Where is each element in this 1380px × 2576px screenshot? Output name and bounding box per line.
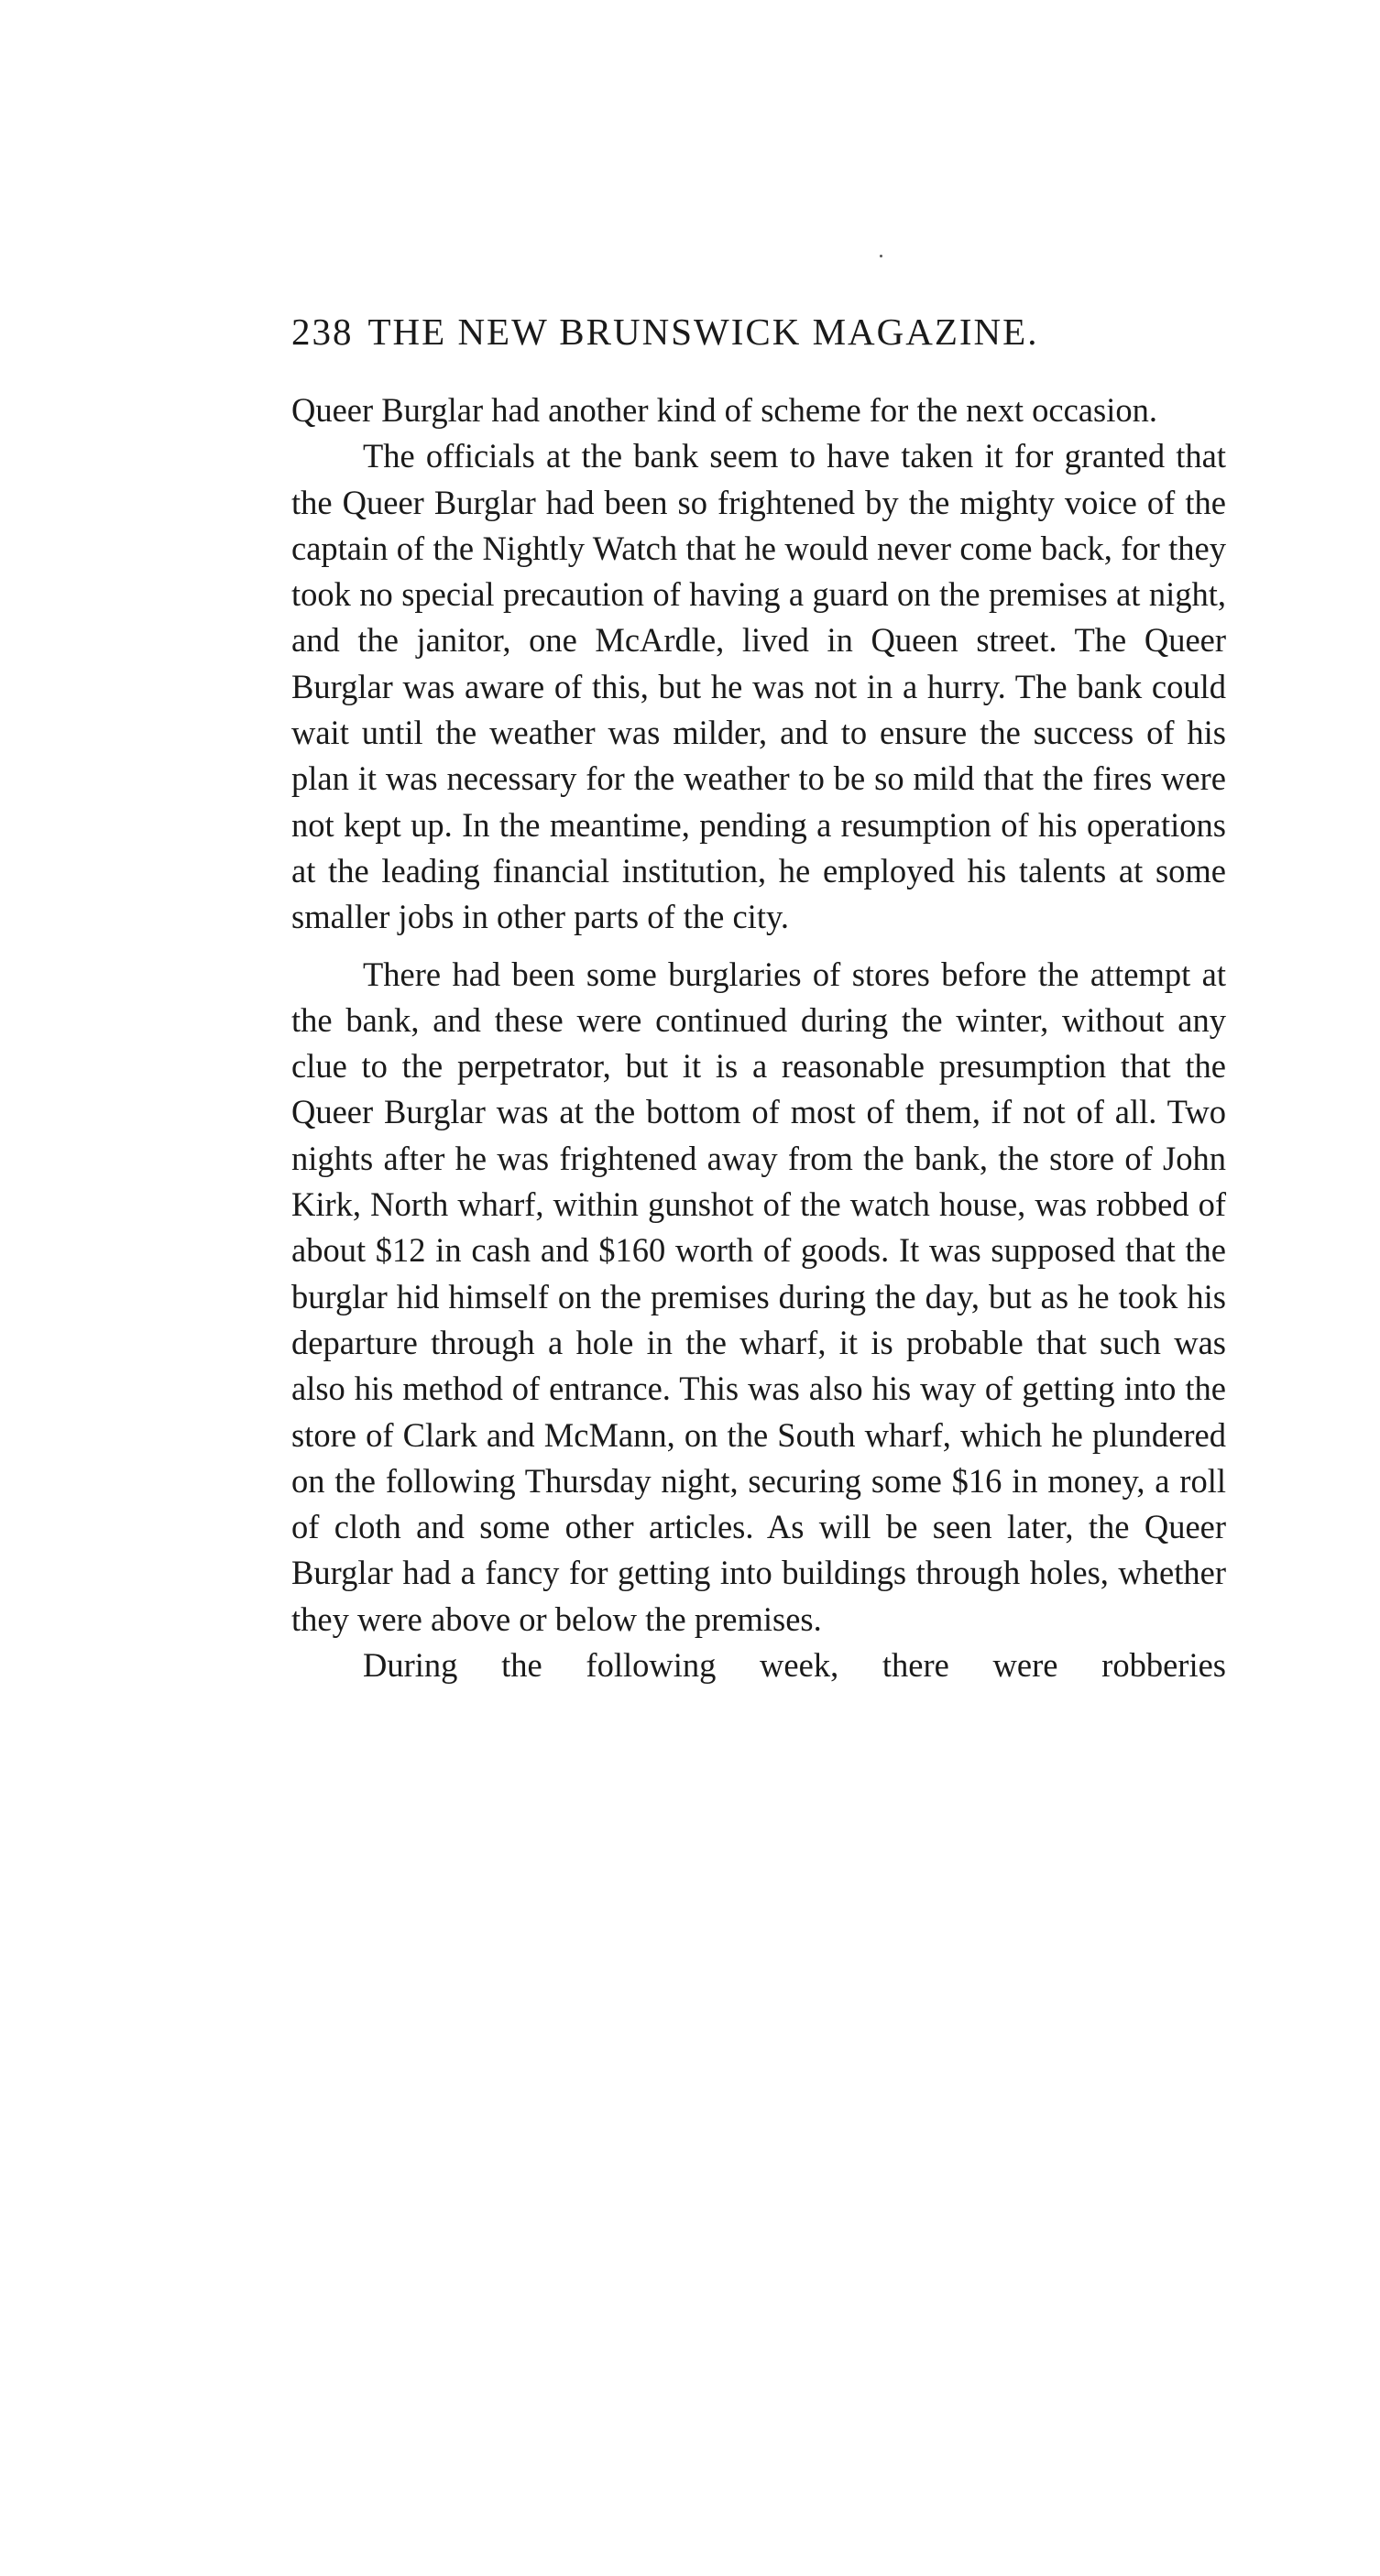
paragraph-bank-officials: The officials at the bank seem to have taken it for granted that the Queer Burglar had been so frightened by the mighty voice of the captain of the Nightly Watch that he would never come back, for they took no special precaution of having a guard on the premises at night, and the janitor, one McArdle, lived in Queen street. The Queer Burglar was aware of this, but he was not in a hurry. The bank could wait until the weather was milder, and to ensure the success of his plan it was necessary for the weather to be so mild that the fires were not kept up. In the meantime, pending a resumption of his operations at the leading financial institution, he employed his talents at some smaller jobs in other parts of the city. — [291, 437, 1226, 936]
page-number: 238 — [291, 311, 354, 353]
body-text — [291, 387, 1226, 1688]
paragraph-store-burglaries: There had been some burglaries of stores before the attempt at the bank, and these were continued during the winter, without any clue to the perpetrator, but it is a reasonable presumption that the Queer Burglar was at the bottom of most of them, if not of all. Two nights after he was frightened away from the bank, the store of John Kirk, North wharf, within gunshot of the watch house, was robbed of about $12 in cash and $160 worth of goods. It was supposed that the burglar hid himself on the premises during the day, but as he took his departure through a hole in the wharf, it is probable that such was also his method of entrance. This was also his way of getting into the store of Clark and McMann, on the South wharf, which he plundered on the following Thursday night, securing some $16 in money, a roll of cloth and some other articles. As will be seen later, the Queer Burglar had a fancy for getting into buildings through holes, whether they were above or below the premises. — [291, 955, 1226, 1638]
paragraph-following-week: During the following week, there were robberies — [363, 1646, 1226, 1685]
paragraph-continuation: Queer Burglar had another kind of scheme for the next occasion. — [291, 391, 1157, 429]
magazine-title: THE NEW BRUNSWICK MAGAZINE. — [367, 311, 1039, 353]
stray-ink-dot — [880, 255, 882, 257]
book-page — [291, 313, 1226, 1688]
running-head — [291, 313, 1226, 351]
